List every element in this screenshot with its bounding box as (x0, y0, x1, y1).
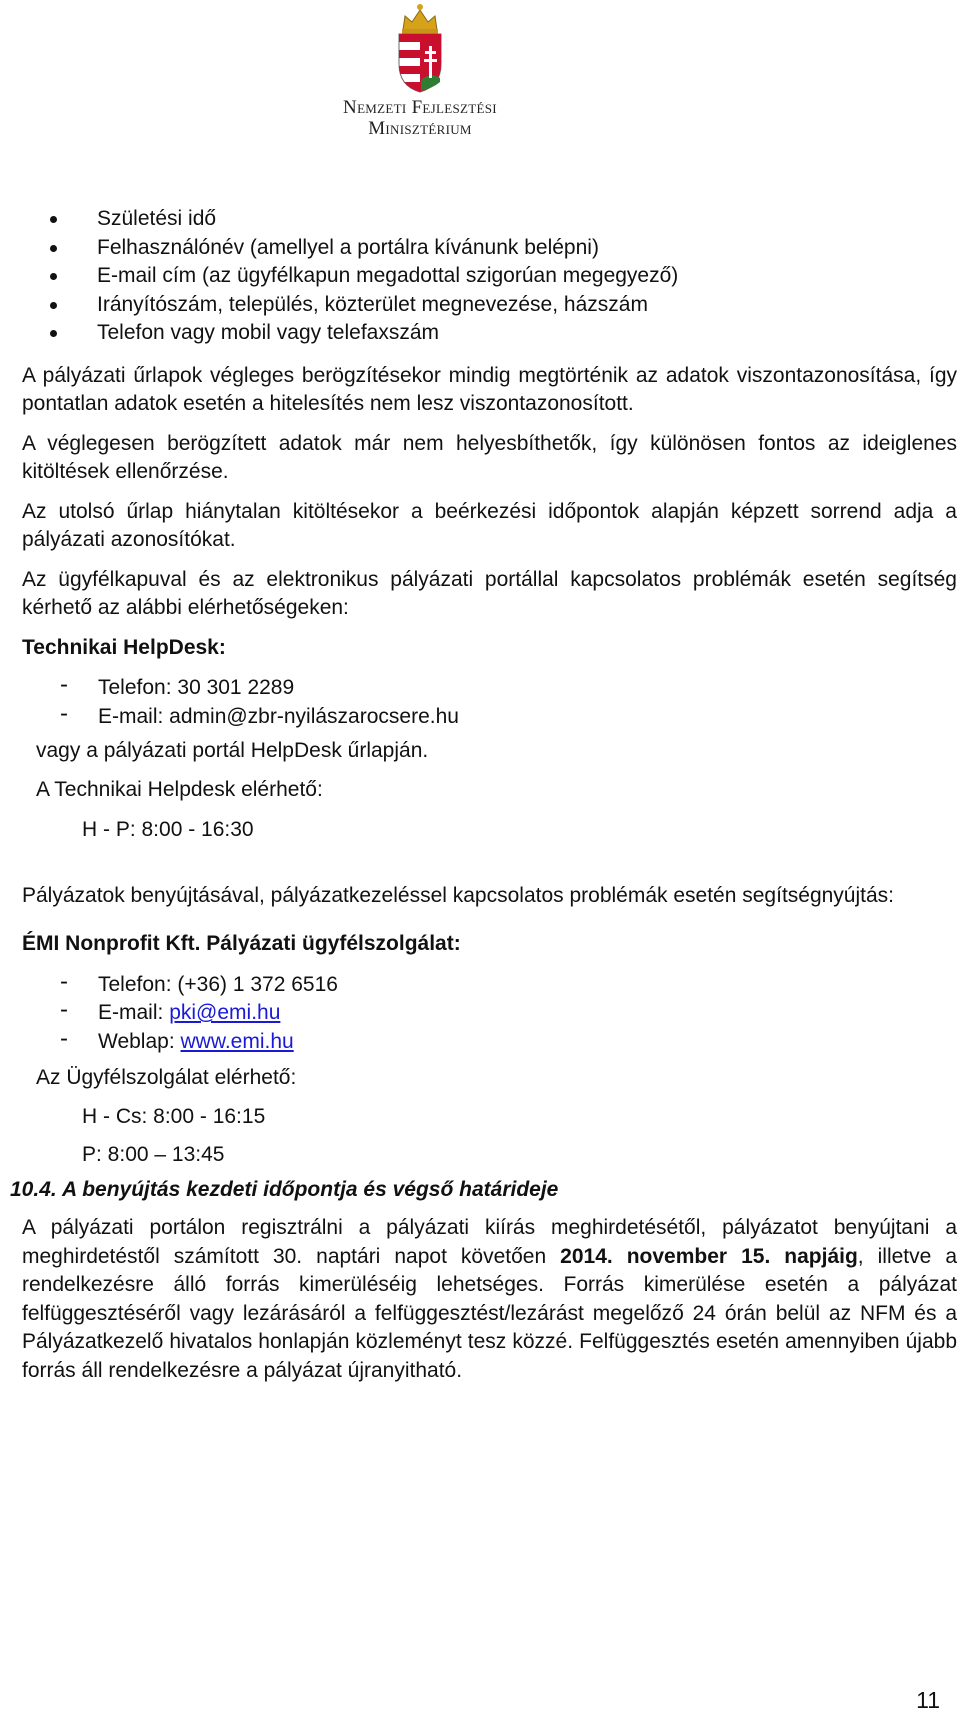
page-number: 11 (916, 1687, 940, 1713)
paragraph-last-form: Az utolsó űrlap hiánytalan kitöltésekor a beérkezési időpontok alapján képzett sorrend adja a pályázati azonosítókat. (22, 499, 957, 551)
ministry-line-2: Minisztérium (368, 118, 472, 139)
section-paragraph (22, 1214, 957, 1385)
page-header (0, 0, 960, 150)
section-heading (10, 1176, 957, 1205)
tech-availability-label: A Technikai Helpdesk elérhető: (36, 777, 323, 801)
section-text-b: , illetve a rendelkezésre álló forrás kimerüléséig lehetséges. Forrás kimerülése esetén a pályázat felfüggesztéséről vagy lezárásáról a felfüggesztést/lezárást megelőző 24 órán belül az NFM és a Pályázatkezelő hivatalos honlapján közleményt tesz közzé. Felfüggesztés esetén amennyiben újabb forrás áll rendelkezésre a pályázat újranyitható. (22, 1244, 958, 1382)
list-item: Születési idő (22, 205, 957, 234)
emi-email (22, 999, 957, 1028)
emi-web-link[interactable]: www.emi.hu (180, 1029, 294, 1053)
document-body (10, 205, 958, 1385)
tech-helpdesk-contacts (22, 674, 957, 731)
tech-phone: - Telefon: 30 301 2289 (22, 674, 957, 703)
emi-web-label: Weblap: (98, 1029, 181, 1053)
list-item: Felhasználónév (amellyel a portálra kívánunk belépni) (22, 234, 957, 263)
emi-web (22, 1028, 957, 1057)
list-item: Telefon vagy mobil vagy telefaxszám (22, 319, 957, 348)
tech-helpdesk-title: Technikai HelpDesk: (22, 635, 226, 659)
emi-email-link[interactable]: pki@emi.hu (169, 1001, 281, 1024)
ministry-line-1: Nemzeti Fejlesztési (343, 97, 497, 118)
paragraph-help-intro: Az ügyfélkapuval és az elektronikus pályázati portállal kapcsolatos problémák esetén segítség kérhető az alábbi elérhetőségeken: (22, 567, 957, 619)
section-text-a: A pályázati portálon regisztrálni a pályázati kiírás meghirdetésétől, pályázatot benyújtani a meghirdetéstől számított 30. naptári napot követően (22, 1216, 957, 1268)
emi-title: ÉMI Nonprofit Kft. Pályázati ügyfélszolgálat: (22, 932, 461, 955)
coat-of-arms-icon (393, 2, 447, 94)
tech-portal-note: vagy a pályázati portál HelpDesk űrlapján. (36, 739, 429, 762)
section-title: A benyújtás kezdeti időpontja és végső határideje (62, 1177, 559, 1201)
required-data-list (22, 205, 957, 348)
emi-email-label: E-mail: (98, 1001, 170, 1024)
emi-contacts (22, 971, 957, 1057)
tech-hours: H - P: 8:00 - 16:30 (82, 818, 254, 841)
tech-email: - E-mail: admin@zbr-nyilászarocsere.hu (22, 703, 957, 732)
emi-phone: - Telefon: (+36) 1 372 6516 (22, 971, 957, 1000)
list-item: E-mail cím (az ügyfélkapun megadottal szigorúan megegyező) (22, 262, 957, 291)
ministry-name (300, 97, 540, 139)
emi-availability-label: Az Ügyfélszolgálat elérhető: (36, 1066, 297, 1089)
emi-hours-1: H - Cs: 8:00 - 16:15 (82, 1104, 266, 1128)
submission-help-text: Pályázatok benyújtásával, pályázatkezeléssel kapcsolatos problémák esetén segítségnyújtás: (22, 883, 895, 907)
list-item: Irányítószám, település, közterület megnevezése, házszám (22, 291, 957, 320)
paragraph-final-data: A véglegesen berögzített adatok már nem helyesbíthetők, így különösen fontos az ideiglenes kitöltések ellenőrzése. (22, 431, 957, 483)
section-number: 10.4. (10, 1177, 57, 1201)
emi-hours-2: P: 8:00 – 13:45 (82, 1143, 225, 1166)
paragraph-verification: A pályázati űrlapok végleges berögzítésekor mindig megtörténik az adatok viszontazonosítása, így pontatlan adatok esetén a hitelesítés nem lesz viszontazonosított. (22, 363, 957, 415)
deadline-date: 2014. november 15. napjáig (560, 1244, 858, 1268)
